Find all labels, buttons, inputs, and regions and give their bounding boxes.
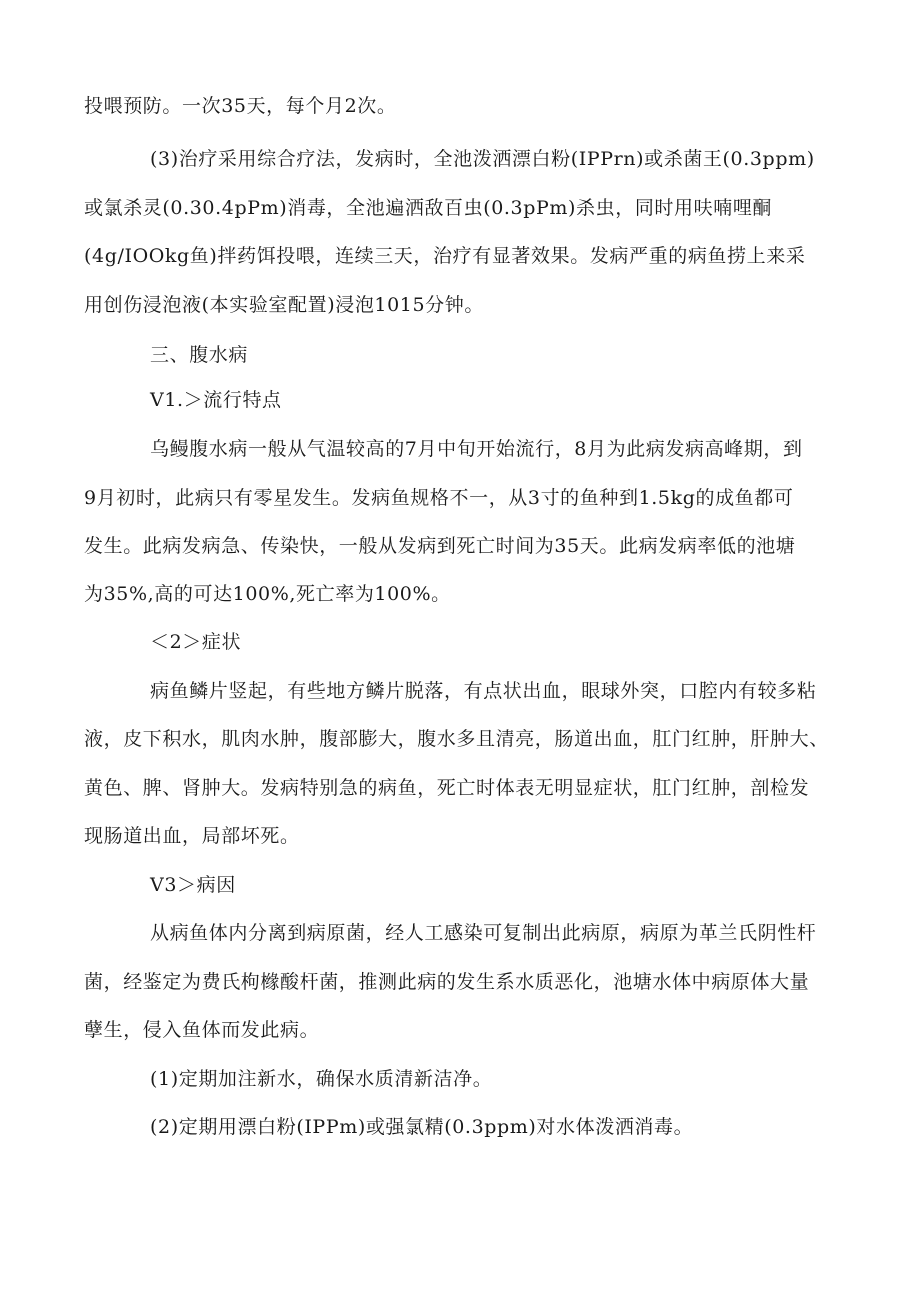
list-item: (2)定期用漂白粉(IPPm)或强氯精(0.3ppm)对水体泼洒消毒。 [150, 1116, 694, 1138]
text-line: (4g/IOOkg鱼)拌药饵投喂，连续三天，治疗有显著效果。发病严重的病鱼捞上来采 [84, 245, 806, 267]
text-line: 发生。此病发病急、传染快，一般从发病到死亡时间为35天。此病发病率低的池塘 [84, 535, 796, 557]
text-line: 从病鱼体内分离到病原菌，经人工感染可复制出此病原，病原为革兰氏阴性杆 [150, 922, 817, 944]
text-line: 或氯杀灵(0.30.4pPm)消毒，全池遍洒敌百虫(0.3pPm)杀虫，同时用呋喃哩酮 [84, 197, 773, 219]
text-line: 病鱼鳞片竖起，有些地方鳞片脱落，有点状出血，眼球外突，口腔内有较多粘 [150, 680, 817, 702]
text-line: 9月初时，此病只有零星发生。发病鱼规格不一，从3寸的鱼种到1.5kg的成鱼都可 [84, 487, 794, 509]
text-line: 现肠道出血，局部坏死。 [84, 825, 300, 847]
text-line: 投喂预防。一次35天，每个月2次。 [84, 95, 397, 117]
text-line: 乌鳗腹水病一般从气温较高的7月中旬开始流行，8月为此病发病高峰期，到 [150, 438, 803, 460]
text-line: 孽生，侵入鱼体而发此病。 [84, 1019, 320, 1041]
text-line: 用创伤浸泡液(本实验室配置)浸泡1015分钟。 [84, 294, 484, 316]
text-line: 菌，经鉴定为费氏枸橼酸杆菌，推测此病的发生系水质恶化，池塘水体中病原体大量 [84, 971, 810, 993]
subsection-heading: V3＞病因 [150, 874, 236, 896]
list-item: (1)定期加注新水，确保水质清新洁净。 [150, 1068, 493, 1090]
section-heading: 三、腹水病 [150, 344, 249, 366]
text-line: 为35%,高的可达100%,死亡率为100%。 [84, 583, 451, 605]
text-line: 黄色、脾、肾肿大。发病特别急的病鱼，死亡时体表无明显症状，肛门红肿，剖检发 [84, 777, 810, 799]
text-line: (3)治疗采用综合疗法，发病时，全池泼洒漂白粉(IPPrn)或杀菌王(0.3ppm) [150, 148, 815, 170]
text-line: 液，皮下积水，肌肉水肿，腹部膨大，腹水多且清亮，肠道出血，肛门红肿，肝肿大、 [84, 728, 829, 750]
subsection-heading: ＜2＞症状 [150, 631, 242, 653]
subsection-heading: V1.＞流行特点 [150, 389, 282, 411]
